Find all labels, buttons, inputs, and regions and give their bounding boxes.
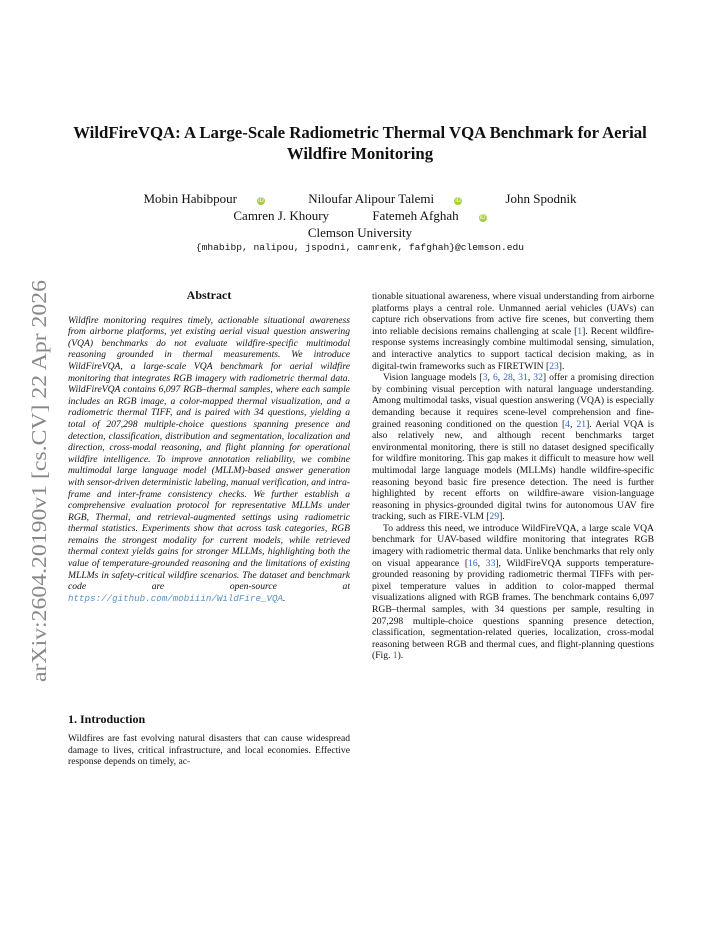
- citation[interactable]: 32: [533, 372, 543, 384]
- orcid-icon[interactable]: iD: [455, 198, 461, 204]
- figure-reference[interactable]: 1: [392, 650, 398, 662]
- affiliation: Clemson University: [307, 225, 413, 240]
- citation[interactable]: 29: [489, 511, 500, 523]
- author: Camren J. Khoury: [233, 208, 330, 223]
- author: Fatemeh Afghah iD: [372, 208, 486, 223]
- arxiv-id-text: arXiv:2604.20190v1 [cs.CV] 22 Apr 2026: [27, 317, 51, 682]
- citation[interactable]: 33: [485, 557, 496, 569]
- abstract-text: Wildfire monitoring requires timely, actionable situational awareness from airborne platforms, yet existing aerial visual question answering (VQA) benchmarks do not evaluate wildfire-specific multimodal reasoning grounded in thermal measurements. We introduce WildFireVQA, a large-scale VQA benchmark for aerial wildfire monitoring that integrates RGB imagery with radiometric thermal data. WildFireVQA contains 6,097 RGB–thermal samples, where each sample includes an RGB image, a color-mapped thermal visualization, and a radiometric thermal TIFF, and is paired with 34 questions, yielding a total of 207,298 multiple-choice questions spanning presence and detection, classification, distribution and segmentation, localization and direction, cross-modal reasoning, and flight planning for operational wildfire intelligence. To improve annotation reliability, we combine multimodal large language model (MLLM)-based answer generation with sensor-driven deterministic labeling, manual verification, and intra-frame and inter-frame consistency checks. We further establish a comprehensive evaluation protocol for representative MLLMs under RGB, Thermal, and retrieval-augmented settings using radiometric thermal statistics. Experiments show that across task categories, RGB remains the strongest modality for current models, while retrieved thermal context yields gains for stronger MLLMs, highlighting both the value of temperature-grounded reasoning and the limitations of existing MLLMs in safety-critical wildfire scenarios. The dataset and benchmark code are open-source at https://github.com/mobiiin/WildFire_VQA.: [68, 314, 350, 604]
- intro-paragraph-2: Vision language models [3, 6, 28, 31, 32] offer a promising direction by combining visual perception with natural language understanding. Among multimodal tasks, visual question answering (VQA) is especially demanding because it requires scene-level comprehension and fine-grained reasoning conditioned on the question [4, 21]. Aerial VQA is also relatively new, and although recent benchmarks target environmental monitoring, there is still no dataset designed specifically for wildfire monitoring. This gap makes it difficult to measure how well multimodal large language models (MLLMs) handle wildfire-specific reasoning beyond basic fire presence detection. The need is further highlighted by recent efforts on wildfire-aware vision-language reasoning in physics-grounded digital twins for autonomous UAV fire tracking, such as FIRE-VLM [29].: [372, 372, 655, 523]
- author-row-1: [60, 190, 660, 207]
- author: Mobin Habibpour iD: [143, 191, 264, 206]
- intro-paragraph-3: To address this need, we introduce WildFireVQA, a large scale VQA benchmark for UAV-based wildfire monitoring that integrates RGB imagery with radiometric thermal data. Unlike benchmarks that rely only on visual appearance [16, 33], WildFireVQA supports temperature-grounded reasoning by providing radiometric thermal TIFFs with per-pixel temperature values in addition to color-mapped thermal visualizations aligned with RGB frames. The benchmark contains 6,097 RGB–thermal samples, with 34 questions per sample, resulting in 207,298 multiple-choice questions spanning presence detection, classification, segmentation-related queries, localization, cross-modal reasoning between RGB and thermal cues, and flight-planning questions (Fig. 1).: [372, 522, 654, 662]
- abstract-section: [68, 290, 350, 604]
- intro-paragraph-1-cont: tionable situational awareness, where visual understanding from airborne platforms plays a central role. Unmanned aerial vehicles (UAVs) can capture rich observations from active fire scenes, but converting them into reliable decisions remains challenging at scale [1]. Recent wildfire-response systems increasingly combine multimodal sensing, simulation, and interactive analytics to support tactical decision making, as in digital-twin frameworks such as FIRETWIN [23].: [372, 291, 654, 372]
- author-emails: {mhabibp, nalipou, jspodni, camrenk, fafghah}@clemson.edu: [195, 242, 525, 253]
- intro-paragraph-1: Wildfires are fast evolving natural disasters that can cause widespread damage to lives, critical infrastructure, and local economies. Effective response depends on timely, ac-: [68, 733, 350, 768]
- citation[interactable]: 6: [492, 372, 498, 384]
- citation[interactable]: 3: [482, 372, 488, 384]
- arxiv-identifier: [6, 270, 66, 690]
- citation[interactable]: 31: [518, 372, 528, 384]
- citation[interactable]: 28: [503, 372, 513, 384]
- author-block: [60, 190, 660, 241]
- author-row-2: [60, 207, 660, 224]
- author: Niloufar Alipour Talemi iD: [308, 191, 461, 206]
- introduction-heading: 1. Introduction: [68, 712, 146, 726]
- abstract-heading: Abstract: [186, 288, 232, 302]
- orcid-icon[interactable]: iD: [479, 215, 486, 221]
- orcid-icon[interactable]: iD: [258, 198, 264, 204]
- paper-title: WildFireVQA: A Large-Scale Radiometric Thermal VQA Benchmark for Aerial Wildfire Monitoring: [73, 123, 647, 163]
- citation[interactable]: 1: [577, 325, 583, 337]
- citation[interactable]: 21: [576, 418, 587, 430]
- right-column: [372, 291, 654, 662]
- citation[interactable]: 23: [549, 360, 559, 372]
- author: John Spodnik: [505, 191, 577, 206]
- citation[interactable]: 4: [565, 418, 570, 430]
- citation[interactable]: 16: [468, 557, 478, 569]
- repo-link[interactable]: https://github.com/mobiiin/WildFire_VQA: [68, 592, 284, 604]
